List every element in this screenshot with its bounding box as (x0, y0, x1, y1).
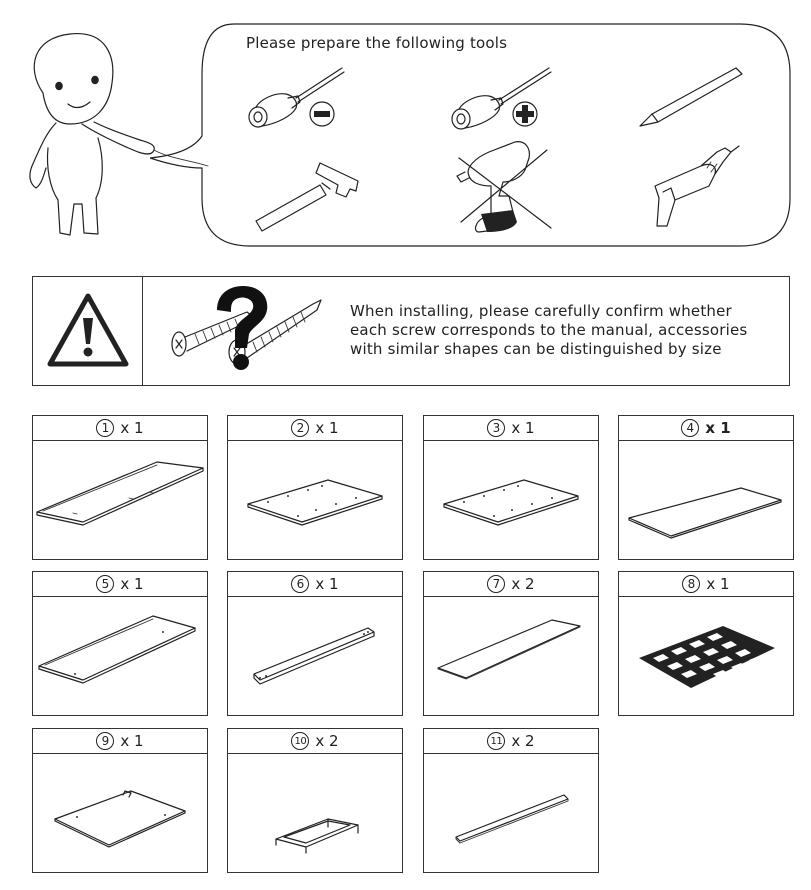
hand-drill-icon (645, 142, 745, 232)
part-number: 10 (291, 732, 309, 750)
rod-drawing (424, 753, 598, 872)
panel-drawing (33, 440, 207, 559)
part-number: 9 (96, 732, 114, 750)
part-number: 5 (96, 575, 114, 593)
part-card-4 (618, 415, 794, 560)
panel-drawing (424, 440, 598, 559)
part-header (619, 416, 793, 441)
part-quantity: x 1 (120, 732, 144, 750)
part-card-5 (32, 571, 208, 716)
part-quantity: x 1 (315, 419, 339, 437)
part-card-1 (32, 415, 208, 560)
phillips-screwdriver-icon (445, 64, 555, 134)
part-number: 11 (487, 732, 505, 750)
part-number: 6 (291, 575, 309, 593)
part-card-8 (618, 571, 794, 716)
part-header (228, 729, 402, 754)
rail-drawing (228, 596, 402, 715)
part-number: 7 (487, 575, 505, 593)
part-card-6 (227, 571, 403, 716)
part-card-2 (227, 415, 403, 560)
panel-drawing (33, 596, 207, 715)
warning-text-line3: with similar shapes can be distinguished by size (350, 340, 722, 358)
warning-triangle-icon (46, 292, 130, 368)
part-quantity: x 1 (315, 575, 339, 593)
panel-drawing (33, 753, 207, 872)
part-header (424, 416, 598, 441)
part-quantity: x 2 (511, 732, 535, 750)
part-card-10 (227, 728, 403, 873)
hammer-icon (250, 155, 370, 235)
part-header (424, 729, 598, 754)
warning-text-line1: When installing, please carefully confirm whether (350, 302, 732, 320)
part-card-7 (423, 571, 599, 716)
part-quantity: x 2 (511, 575, 535, 593)
warning-text-line2: each screw corresponds to the manual, accessories (350, 321, 748, 339)
part-quantity: x 1 (120, 575, 144, 593)
warning-text (350, 302, 780, 359)
part-header (33, 572, 207, 597)
pencil-icon (632, 60, 747, 130)
electric-drill-crossed-icon (455, 136, 555, 236)
panel-drawing (424, 596, 598, 715)
part-number: 4 (681, 419, 699, 437)
part-quantity: x 1 (706, 575, 730, 593)
part-header (33, 416, 207, 441)
warning-divider (142, 276, 143, 386)
frame-drawing (228, 753, 402, 872)
panel-drawing (228, 440, 402, 559)
lattice-panel-drawing (619, 596, 793, 715)
screws-question-icon (165, 282, 325, 374)
part-quantity: x 1 (705, 419, 731, 437)
part-number: 2 (291, 419, 309, 437)
part-card-9 (32, 728, 208, 873)
part-header (228, 572, 402, 597)
part-card-3 (423, 415, 599, 560)
part-number: 8 (682, 575, 700, 593)
part-quantity: x 2 (315, 732, 339, 750)
part-quantity: x 1 (120, 419, 144, 437)
part-header (424, 572, 598, 597)
part-header (228, 416, 402, 441)
part-quantity: x 1 (511, 419, 535, 437)
flat-screwdriver-icon (240, 62, 350, 132)
part-header (619, 572, 793, 597)
part-number: 3 (487, 419, 505, 437)
panel-drawing (619, 440, 793, 559)
part-card-11 (423, 728, 599, 873)
tools-title: Please prepare the following tools (246, 34, 508, 52)
part-number: 1 (96, 419, 114, 437)
part-header (33, 729, 207, 754)
